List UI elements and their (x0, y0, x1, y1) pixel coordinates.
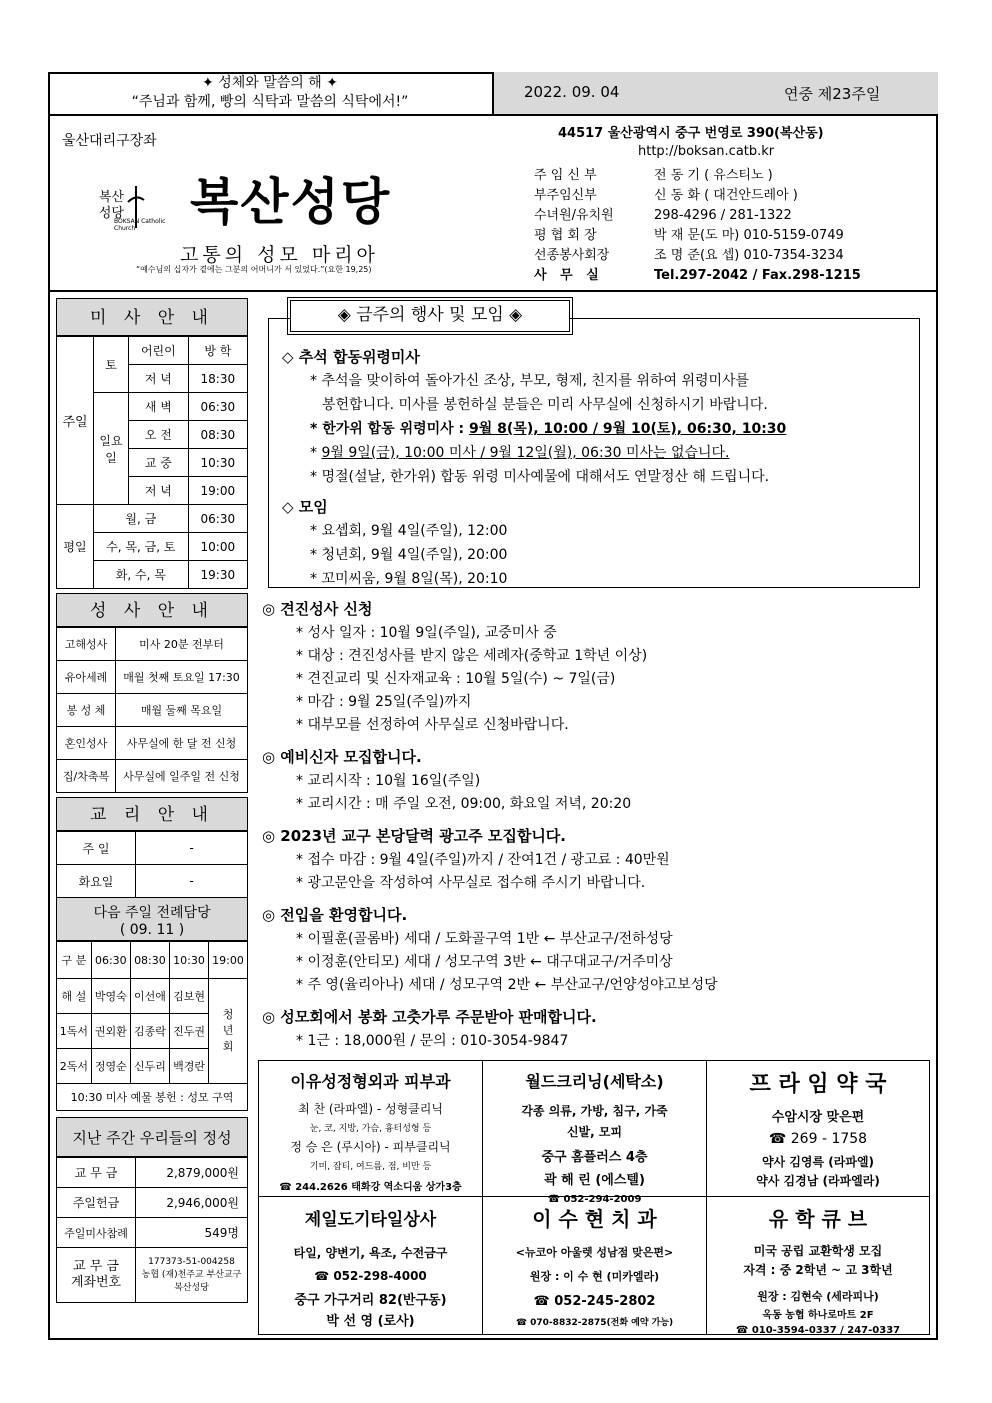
notice-title: ◎ 예비신자 모집합니다. (262, 748, 422, 766)
mass-name: 저 녁 (129, 477, 189, 505)
mass-time: 10:00 (188, 533, 247, 561)
notice-line: * 마감 : 9월 25일(주일)까지 (296, 694, 472, 710)
ad-line: ☎ 052-294-2009 (547, 1194, 642, 1205)
ad-title: 프 라 임 약 국 (749, 1072, 887, 1097)
district: 울산대리구장좌 (62, 133, 157, 149)
liturgy-header (56, 898, 248, 941)
issue-date: 2022. 09. 04 (524, 83, 620, 101)
logo-small: 복산 성당 (98, 190, 124, 221)
ads-grid (258, 1060, 930, 1335)
ad-line: 원장 : 이 수 현 (미카엘라) (529, 1270, 660, 1283)
notice-line: * 교리시간 : 매 주일 오전, 09:00, 화요일 저녁, 20:20 (296, 796, 632, 812)
website[interactable]: http://boksan.catb.kr (638, 144, 775, 159)
mass-name: 월, 금 (94, 505, 189, 533)
ad-line: 각종 의류, 가방, 침구, 가죽 (521, 1104, 668, 1118)
mass-time: 06:30 (188, 393, 247, 421)
account-number: 177373-51-004258 (148, 1256, 235, 1267)
mass-name: 어린이 (129, 337, 189, 365)
ad-line: ☎ 269 - 1758 (768, 1131, 868, 1147)
event-line-underlined: 9월 9일(금), 10:00 미사 / 9월 12일(월), 06:30 미사는 없습니다. (321, 445, 730, 461)
ad-line: 옥동 농협 하나로마트 2F (762, 1310, 874, 1321)
ad-line: ☎ 070-8832-2875(전화 예약 가능) (515, 1318, 674, 1328)
parish-info (48, 116, 938, 292)
liturgy-person: 이선애 (130, 979, 169, 1014)
account-info (136, 1248, 248, 1303)
ad-line: 중구 가구거리 82(반구동) (294, 1293, 447, 1308)
liturgy-note: 10:30 미사 예물 봉헌 : 성모 구역 (57, 1084, 248, 1111)
offering-value: 2,946,000원 (136, 1188, 248, 1218)
offering-table (56, 1157, 248, 1303)
liturgy-col: 구 분 (57, 942, 92, 979)
ad-line: 기미, 잡티, 여드름, 점, 비만 등 (309, 1162, 432, 1172)
notice-title: ◎ 성모회에서 봉화 고춧가루 주문받아 판매합니다. (262, 1008, 597, 1026)
sacrament-name: 집/차축복 (57, 760, 116, 793)
offering-name: 주일미사참례 (57, 1218, 136, 1248)
notice-line: * 견진교리 및 신자재교육 : 10월 5일(수) ~ 7일(금) (296, 671, 616, 687)
sacrament-name: 혼인성사 (57, 727, 116, 760)
staff-role: 평 협 회 장 (534, 228, 597, 243)
liturgy-date: ( 09. 11 ) (119, 922, 185, 938)
ad-title: 이유성정형외과 피부과 (290, 1072, 451, 1091)
notice-title: ◎ 전입을 환영합니다. (262, 906, 408, 924)
mass-table (56, 336, 248, 589)
liturgy-role: 해 설 (57, 979, 92, 1014)
liturgical-week: 연중 제23주일 (784, 85, 881, 103)
mass-name: 저 녁 (129, 365, 189, 393)
event-line-prefix: * 한가위 합동 위령미사 : (310, 421, 470, 437)
liturgy-person: 진두권 (169, 1014, 208, 1049)
liturgy-person: 김보현 (169, 979, 208, 1014)
event-line: * 명절(설날, 한가위) 합동 위령 미사예물에 대해서도 연말정산 해 드립니다. (310, 469, 770, 485)
liturgy-person: 백경란 (169, 1049, 208, 1084)
notice-line: * 1근 : 18,000원 / 문의 : 010-3054-9847 (296, 1033, 569, 1049)
account-holder: 복산성당 (174, 1282, 209, 1293)
mass-name: 새 벽 (129, 393, 189, 421)
ad-title: 이 수 현 치 과 (532, 1207, 657, 1231)
staff-role: 부주임신부 (534, 188, 597, 203)
ad-line: 박 선 영 (로사) (326, 1314, 415, 1329)
ad-clinic (259, 1061, 483, 1197)
mass-name: 교 중 (129, 449, 189, 477)
offering-value: 2,879,000원 (136, 1158, 248, 1188)
patron-quote: “예수님의 십자가 곁에는 그분의 어머니가 서 있었다.”(요한 19,25) (136, 265, 372, 274)
sunday-label: 주일 (57, 337, 94, 505)
mass-time: 10:30 (188, 449, 247, 477)
doctrine-value: - (136, 832, 248, 865)
mass-name: 수, 목, 금, 토 (94, 533, 189, 561)
mass-time: 방 학 (188, 337, 247, 365)
mass-time: 06:30 (188, 505, 247, 533)
event-line: * 추석을 맞이하여 돌아가신 조상, 부모, 형제, 친지를 위하여 위령미사를 (310, 373, 750, 389)
sacrament-value: 매월 첫째 토요일 17:30 (116, 661, 248, 694)
sacrament-value: 사무실에 일주일 전 신청 (116, 760, 248, 793)
ad-dental (483, 1197, 707, 1334)
ad-line: ☎ 010-3594-0337 / 247-0337 (735, 1325, 901, 1336)
mass-name: 화, 수, 목 (94, 561, 189, 589)
ad-title: 유 학 큐 브 (768, 1207, 868, 1231)
liturgy-person: 권외환 (91, 1014, 130, 1049)
event-line: * 요셉회, 9월 4일(주일), 12:00 (310, 523, 508, 539)
account-bank: 농협 (재)천주교 부산교구 (141, 1269, 242, 1280)
doctrine-value: - (136, 865, 248, 898)
sacrament-name: 유아세례 (57, 661, 116, 694)
doctrine-name: 주 일 (57, 832, 136, 865)
youth-group: 청 년 회 (209, 979, 248, 1084)
events-title: ◈ 금주의 행사 및 모임 ◈ (290, 300, 570, 332)
event-section-title: ◇ 추석 합동위령미사 (282, 348, 420, 366)
offering-name: 교 무 금 (57, 1158, 136, 1188)
event-line: * 청년회, 9월 4일(주일), 20:00 (310, 547, 508, 563)
ad-line: 최 찬 (라파엘) - 성형클리닉 (298, 1102, 443, 1116)
staff-role: 수녀원/유치원 (534, 208, 614, 223)
year-theme: ✦ 성체와 말씀의 해 ✦ (202, 75, 338, 91)
doctrine-table (56, 831, 248, 898)
staff-role: 사 무 실 (534, 268, 599, 283)
weekday-label: 평일 (57, 505, 94, 589)
sacrament-title: 성 사 안 내 (56, 593, 248, 627)
notice-line: * 접수 마감 : 9월 4일(주일)까지 / 잔여1건 / 광고료 : 40만원 (296, 852, 670, 868)
sacrament-value: 미사 20분 전부터 (116, 628, 248, 661)
sacrament-table (56, 627, 248, 793)
staff-role: 선종봉사회장 (534, 248, 610, 263)
ad-line: 약사 김영륵 (라파엘) (761, 1155, 875, 1169)
offering-name: 주일헌금 (57, 1188, 136, 1218)
ad-line: 미국 공립 교환학생 모집 (753, 1244, 883, 1258)
doctrine-name: 화요일 (57, 865, 136, 898)
staff-value: 전 동 기 ( 유스티노 ) (654, 168, 773, 183)
ad-line: 신발, 모피 (566, 1125, 623, 1139)
notice-line: * 주 영(율리아나) 세대 / 성모구역 2반 ← 부산교구/언양성야고보성당 (296, 977, 718, 993)
mass-time: 08:30 (188, 421, 247, 449)
liturgy-role: 1독서 (57, 1014, 92, 1049)
ad-line: 수암시장 맞은편 (771, 1110, 865, 1125)
parish-name: 복산성당 (190, 173, 392, 231)
notice-title: ◎ 견진성사 신청 (262, 600, 373, 618)
ad-pharmacy (707, 1061, 929, 1197)
address: 44517 울산광역시 중구 번영로 390(복산동) (558, 126, 824, 141)
ad-tile (259, 1197, 483, 1334)
event-line (310, 418, 786, 438)
ad-title: 제일도기타일상사 (304, 1210, 437, 1230)
liturgy-col: 08:30 (130, 942, 169, 979)
notice-line: * 교리시작 : 10월 16일(주일) (296, 773, 481, 789)
notice-line: * 대상 : 견진성사를 받지 않은 세례자(중학교 1학년 이상) (296, 648, 648, 664)
notice-line: * 성사 일자 : 10월 9일(주일), 교중미사 중 (296, 625, 557, 641)
liturgy-person: 정영순 (91, 1049, 130, 1084)
sacrament-name: 봉 성 체 (57, 694, 116, 727)
offering-title: 지난 주간 우리들의 정성 (56, 1117, 248, 1157)
notice-title: ◎ 2023년 교구 본당달력 광고주 모집합니다. (262, 827, 566, 845)
ad-line: 원장 : 김현숙 (세라피나) (757, 1290, 879, 1303)
doctrine-title: 교 리 안 내 (56, 797, 248, 831)
liturgy-table (56, 941, 248, 1111)
sacrament-value: 사무실에 한 달 전 신청 (116, 727, 248, 760)
ad-line: ☎ 244.2626 태화강 역소디움 상가3층 (279, 1182, 462, 1193)
ad-cleaning (483, 1061, 707, 1205)
staff-value: 신 동 화 ( 대건안드레아 ) (654, 188, 798, 203)
account-label: 교 무 금 계좌번호 (57, 1248, 136, 1303)
liturgy-title: 다음 주일 전례담당 (93, 905, 211, 921)
liturgy-person: 박영숙 (91, 979, 130, 1014)
ad-line: 약사 김경남 (라파엘라) (756, 1174, 880, 1188)
ad-line: 눈, 코, 지방, 가슴, 흉터성형 등 (309, 1124, 432, 1134)
ad-line: 타일, 양변기, 욕조, 수전금구 (293, 1246, 448, 1260)
liturgy-person: 신두리 (130, 1049, 169, 1084)
notice-line: * 광고문안을 작성하여 사무실로 접수해 주시기 바랍니다. (296, 875, 646, 891)
liturgy-col: 06:30 (91, 942, 130, 979)
sunday-day-label: 일요일 (94, 393, 129, 505)
ad-line: <뉴코아 아울렛 성남점 맞은편> (515, 1246, 674, 1259)
ad-line: 정 승 은 (루시아) - 피부클리닉 (290, 1140, 451, 1154)
liturgy-col: 10:30 (169, 942, 208, 979)
staff-role: 주 임 신 부 (534, 168, 597, 183)
header-date-bar (494, 72, 938, 116)
patron: 고통의 성모 마리아 (180, 244, 379, 266)
ad-title: 월드크리닝(세탁소) (525, 1072, 664, 1091)
event-bullet: * (310, 445, 322, 461)
ad-line: ☎ 052-245-2802 (533, 1294, 656, 1309)
mass-time: 18:30 (188, 365, 247, 393)
ad-study-abroad (707, 1197, 929, 1334)
liturgy-person: 김종락 (130, 1014, 169, 1049)
ad-line: 곽 해 린 (에스텔) (544, 1173, 645, 1188)
notice-line: * 이정훈(안티모) 세대 / 성모구역 3반 ← 대구대교구/거주미상 (296, 954, 673, 970)
offering-value: 549명 (136, 1218, 248, 1248)
mass-time: 19:00 (188, 477, 247, 505)
event-line-emphasis: 9월 8(목), 10:00 / 9월 10(토), 06:30, 10:30 (469, 421, 787, 437)
event-line: 봉헌합니다. 미사를 봉헌하실 분들은 미리 사무실에 신청하시기 바랍니다. (322, 397, 768, 413)
staff-value: 박 재 문(도 마) 010-5159-0749 (654, 228, 844, 243)
sacrament-value: 매월 둘째 목요일 (116, 694, 248, 727)
mass-title: 미 사 안 내 (56, 298, 248, 336)
staff-value: Tel.297-2042 / Fax.298-1215 (654, 268, 861, 283)
event-section-title: ◇ 모임 (282, 498, 328, 516)
event-line: * 꼬미씨움, 9월 8일(목), 20:10 (310, 571, 508, 587)
notice-line: * 이필훈(골롬바) 세대 / 도화골구역 1반 ← 부산교구/전하성당 (296, 931, 673, 947)
left-column (56, 298, 248, 1303)
mass-time: 19:30 (188, 561, 247, 589)
header-theme (48, 72, 494, 116)
logo-en: BOKSAN Catholic Church (114, 218, 166, 232)
ad-line: ☎ 052-298-4000 (314, 1269, 427, 1283)
saturday-label: 토 (94, 337, 129, 393)
ad-line: 중구 홈플러스 4층 (541, 1150, 648, 1165)
mass-name: 오 전 (129, 421, 189, 449)
sacrament-name: 고해성사 (57, 628, 116, 661)
staff-value: 298-4296 / 281-1322 (654, 208, 792, 223)
liturgy-role: 2독서 (57, 1049, 92, 1084)
liturgy-col: 19:00 (209, 942, 248, 979)
staff-value: 조 명 준(요 셉) 010-7354-3234 (654, 248, 844, 263)
ad-line: 자격 : 중 2학년 ~ 고 3학년 (743, 1263, 893, 1277)
motto: “주님과 함께, 빵의 식탁과 말씀의 식탁에서!” (131, 94, 409, 110)
notice-line: * 대부모를 선정하여 사무실로 신청바랍니다. (296, 717, 569, 733)
event-line (310, 442, 730, 462)
